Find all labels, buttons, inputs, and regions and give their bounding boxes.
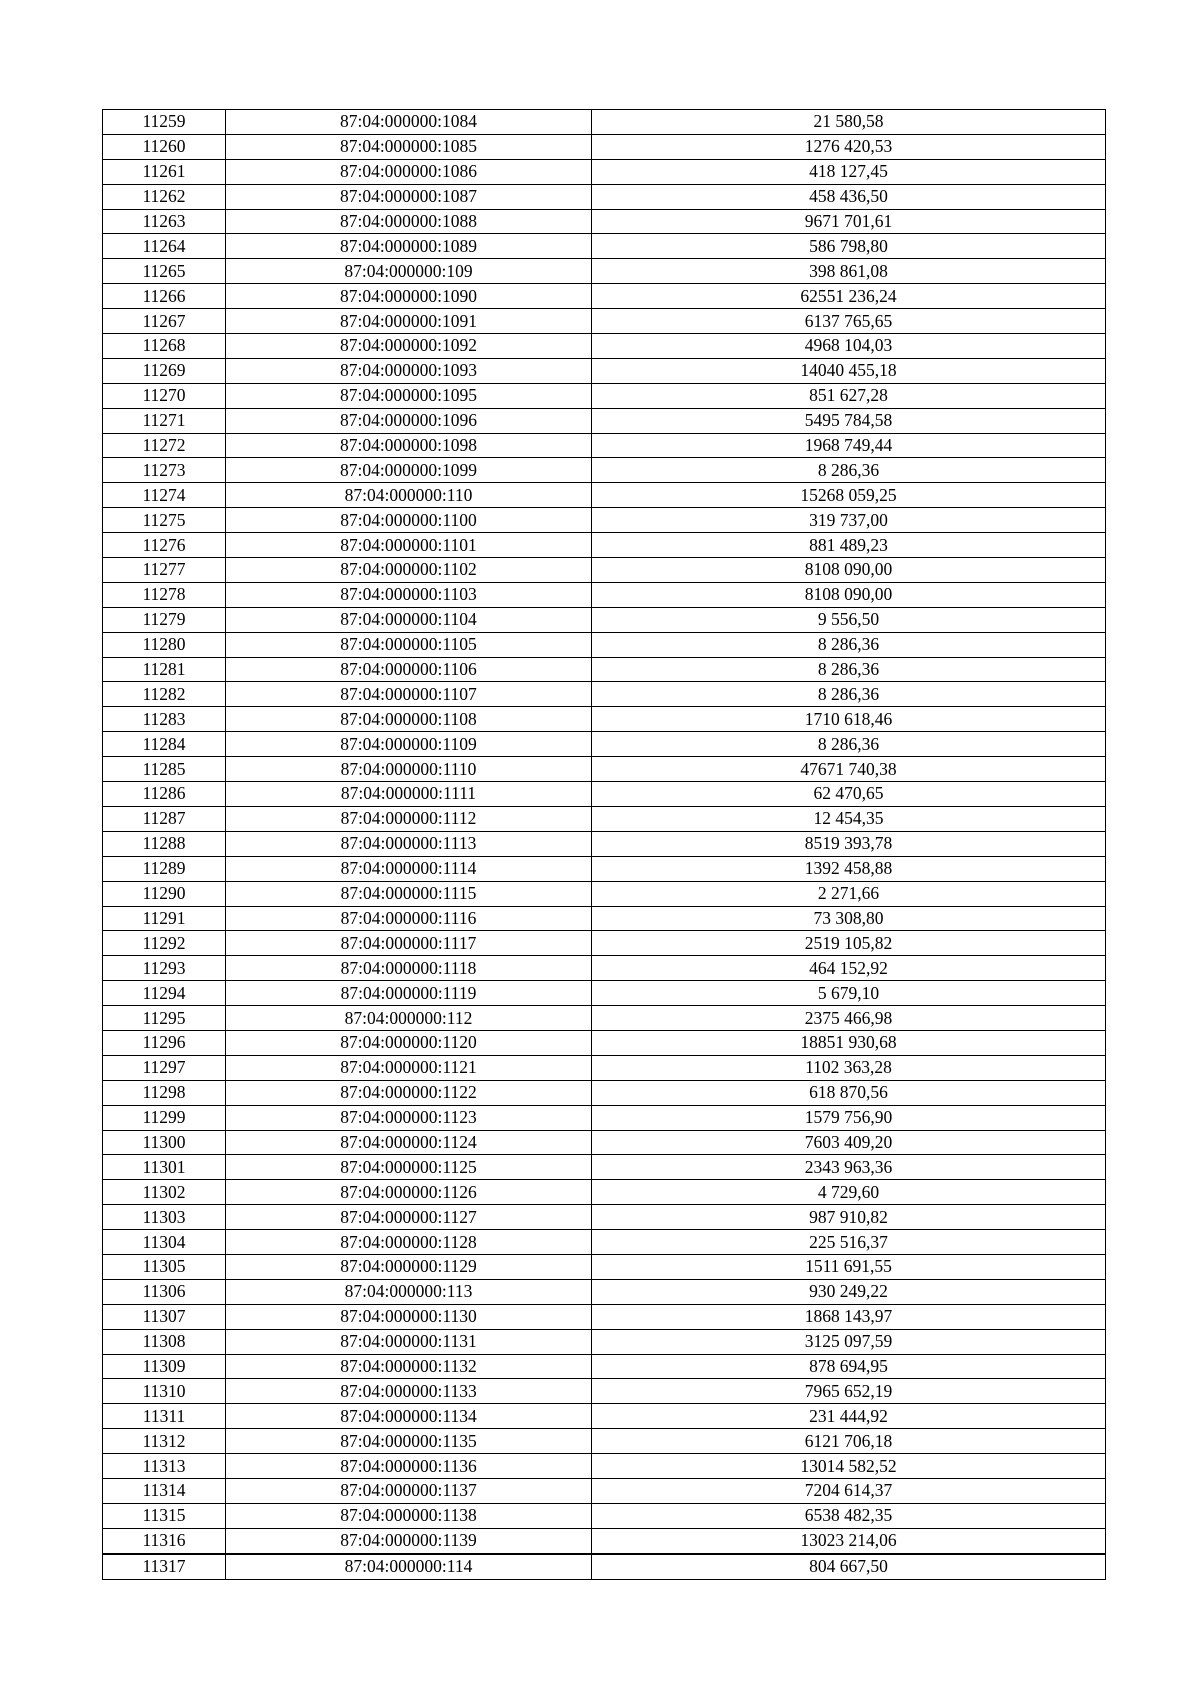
- table-row: [103, 1528, 1106, 1553]
- row-number-cell: 11295: [103, 1006, 226, 1031]
- table-row: [103, 209, 1106, 234]
- table-row: [103, 1279, 1106, 1304]
- row-number-cell: 11315: [103, 1503, 226, 1528]
- table-row: [103, 159, 1106, 184]
- row-number-cell: 11300: [103, 1130, 226, 1155]
- row-number-cell: 11281: [103, 657, 226, 682]
- cadastral-number-cell: 87:04:000000:1098: [226, 433, 592, 458]
- table-row: [103, 1055, 1106, 1080]
- row-number-cell: 11305: [103, 1254, 226, 1279]
- cadastral-number-cell: 87:04:000000:1138: [226, 1503, 592, 1528]
- table-row: [103, 1379, 1106, 1404]
- row-number-cell: 11260: [103, 134, 226, 159]
- row-number-cell: 11261: [103, 159, 226, 184]
- value-cell: 851 627,28: [592, 383, 1106, 408]
- cadastral-number-cell: 87:04:000000:1091: [226, 309, 592, 334]
- value-cell: 12 454,35: [592, 806, 1106, 831]
- cadastral-number-cell: 87:04:000000:1105: [226, 632, 592, 657]
- value-cell: 2343 963,36: [592, 1155, 1106, 1180]
- table-row: [103, 582, 1106, 607]
- row-number-cell: 11307: [103, 1304, 226, 1329]
- table-row: [103, 433, 1106, 458]
- cadastral-number-cell: 87:04:000000:1085: [226, 134, 592, 159]
- cadastral-number-cell: 87:04:000000:1123: [226, 1105, 592, 1130]
- table-row: [103, 607, 1106, 632]
- table-row: [103, 1006, 1106, 1031]
- cadastral-number-cell: 87:04:000000:109: [226, 259, 592, 284]
- row-number-cell: 11313: [103, 1454, 226, 1479]
- row-number-cell: 11288: [103, 831, 226, 856]
- table-row: [103, 483, 1106, 508]
- row-number-cell: 11285: [103, 757, 226, 782]
- table-row: [103, 234, 1106, 259]
- table-row: [103, 856, 1106, 881]
- row-number-cell: 11267: [103, 309, 226, 334]
- row-number-cell: 11271: [103, 408, 226, 433]
- table-row: [103, 931, 1106, 956]
- cadastral-number-cell: 87:04:000000:114: [226, 1554, 592, 1579]
- cadastral-number-cell: 87:04:000000:1107: [226, 682, 592, 707]
- cadastral-number-cell: 87:04:000000:1134: [226, 1404, 592, 1429]
- cadastral-number-cell: 87:04:000000:112: [226, 1006, 592, 1031]
- cadastral-number-cell: 87:04:000000:1106: [226, 657, 592, 682]
- cadastral-number-cell: 87:04:000000:1126: [226, 1180, 592, 1205]
- cadastral-number-cell: 87:04:000000:1132: [226, 1354, 592, 1379]
- table-row: [103, 831, 1106, 856]
- cadastral-number-cell: 87:04:000000:1090: [226, 284, 592, 309]
- cadastral-number-cell: 87:04:000000:1129: [226, 1254, 592, 1279]
- row-number-cell: 11279: [103, 607, 226, 632]
- cadastral-number-cell: 87:04:000000:1131: [226, 1329, 592, 1354]
- value-cell: 6538 482,35: [592, 1503, 1106, 1528]
- cadastral-number-cell: 87:04:000000:1084: [226, 110, 592, 135]
- table-row: [103, 508, 1106, 533]
- cadastral-number-cell: 87:04:000000:1104: [226, 607, 592, 632]
- table-row: [103, 1329, 1106, 1354]
- value-cell: 3125 097,59: [592, 1329, 1106, 1354]
- value-cell: 1710 618,46: [592, 707, 1106, 732]
- row-number-cell: 11310: [103, 1379, 226, 1404]
- cadastral-number-cell: 87:04:000000:1093: [226, 358, 592, 383]
- row-number-cell: 11259: [103, 110, 226, 135]
- row-number-cell: 11283: [103, 707, 226, 732]
- value-cell: 62 470,65: [592, 782, 1106, 807]
- table-row: [103, 732, 1106, 757]
- value-cell: 6137 765,65: [592, 309, 1106, 334]
- row-number-cell: 11273: [103, 458, 226, 483]
- cadastral-number-cell: 87:04:000000:1136: [226, 1454, 592, 1479]
- table-row: [103, 1454, 1106, 1479]
- cadastral-number-cell: 87:04:000000:1100: [226, 508, 592, 533]
- value-cell: 8 286,36: [592, 632, 1106, 657]
- value-cell: 47671 740,38: [592, 757, 1106, 782]
- row-number-cell: 11282: [103, 682, 226, 707]
- value-cell: 878 694,95: [592, 1354, 1106, 1379]
- table-row: [103, 981, 1106, 1006]
- row-number-cell: 11301: [103, 1155, 226, 1180]
- value-cell: 6121 706,18: [592, 1429, 1106, 1454]
- value-cell: 7965 652,19: [592, 1379, 1106, 1404]
- row-number-cell: 11272: [103, 433, 226, 458]
- value-cell: 987 910,82: [592, 1205, 1106, 1230]
- table-row: [103, 259, 1106, 284]
- table-row: [103, 1230, 1106, 1255]
- table-row: [103, 408, 1106, 433]
- table-row: [103, 1205, 1106, 1230]
- cadastral-number-cell: 87:04:000000:1130: [226, 1304, 592, 1329]
- row-number-cell: 11297: [103, 1055, 226, 1080]
- cadastral-number-cell: 87:04:000000:1128: [226, 1230, 592, 1255]
- cadastral-number-cell: 87:04:000000:1086: [226, 159, 592, 184]
- table-row: [103, 707, 1106, 732]
- cadastral-number-cell: 87:04:000000:1109: [226, 732, 592, 757]
- table-row: [103, 1503, 1106, 1528]
- table-row: [103, 1404, 1106, 1429]
- value-cell: 8 286,36: [592, 682, 1106, 707]
- value-cell: 418 127,45: [592, 159, 1106, 184]
- table-row: [103, 956, 1106, 981]
- table-row: [103, 1554, 1106, 1579]
- row-number-cell: 11268: [103, 334, 226, 359]
- cadastral-number-cell: 87:04:000000:1108: [226, 707, 592, 732]
- cadastral-number-cell: 87:04:000000:1099: [226, 458, 592, 483]
- value-cell: 7204 614,37: [592, 1478, 1106, 1503]
- row-number-cell: 11266: [103, 284, 226, 309]
- cadastral-number-cell: 87:04:000000:1095: [226, 383, 592, 408]
- value-cell: 231 444,92: [592, 1404, 1106, 1429]
- table-row: [103, 309, 1106, 334]
- value-cell: 14040 455,18: [592, 358, 1106, 383]
- table-row: [103, 632, 1106, 657]
- cadastral-number-cell: 87:04:000000:1115: [226, 881, 592, 906]
- value-cell: 8 286,36: [592, 458, 1106, 483]
- cadastral-number-cell: 87:04:000000:1092: [226, 334, 592, 359]
- table-row: [103, 184, 1106, 209]
- value-cell: 8108 090,00: [592, 558, 1106, 583]
- value-cell: 618 870,56: [592, 1080, 1106, 1105]
- value-cell: 4968 104,03: [592, 334, 1106, 359]
- row-number-cell: 11292: [103, 931, 226, 956]
- row-number-cell: 11298: [103, 1080, 226, 1105]
- row-number-cell: 11265: [103, 259, 226, 284]
- value-cell: 15268 059,25: [592, 483, 1106, 508]
- row-number-cell: 11294: [103, 981, 226, 1006]
- value-cell: 458 436,50: [592, 184, 1106, 209]
- row-number-cell: 11303: [103, 1205, 226, 1230]
- row-number-cell: 11314: [103, 1478, 226, 1503]
- table-row: [103, 1130, 1106, 1155]
- value-cell: 1392 458,88: [592, 856, 1106, 881]
- value-cell: 5 679,10: [592, 981, 1106, 1006]
- cadastral-number-cell: 87:04:000000:1120: [226, 1030, 592, 1055]
- cadastral-number-cell: 87:04:000000:1112: [226, 806, 592, 831]
- row-number-cell: 11263: [103, 209, 226, 234]
- table-row: [103, 1155, 1106, 1180]
- value-cell: 586 798,80: [592, 234, 1106, 259]
- table-row: [103, 1478, 1106, 1503]
- row-number-cell: 11275: [103, 508, 226, 533]
- value-cell: 1511 691,55: [592, 1254, 1106, 1279]
- value-cell: 7603 409,20: [592, 1130, 1106, 1155]
- table-row: [103, 334, 1106, 359]
- cadastral-number-cell: 87:04:000000:1117: [226, 931, 592, 956]
- row-number-cell: 11299: [103, 1105, 226, 1130]
- row-number-cell: 11309: [103, 1354, 226, 1379]
- value-cell: 4 729,60: [592, 1180, 1106, 1205]
- table-row: [103, 284, 1106, 309]
- table-row: [103, 1254, 1106, 1279]
- row-number-cell: 11264: [103, 234, 226, 259]
- row-number-cell: 11286: [103, 782, 226, 807]
- value-cell: 5495 784,58: [592, 408, 1106, 433]
- value-cell: 1868 143,97: [592, 1304, 1106, 1329]
- row-number-cell: 11284: [103, 732, 226, 757]
- value-cell: 804 667,50: [592, 1554, 1106, 1579]
- row-number-cell: 11277: [103, 558, 226, 583]
- value-cell: 8 286,36: [592, 657, 1106, 682]
- value-cell: 398 861,08: [592, 259, 1106, 284]
- row-number-cell: 11308: [103, 1329, 226, 1354]
- table-row: [103, 134, 1106, 159]
- table-row: [103, 682, 1106, 707]
- value-cell: 13014 582,52: [592, 1454, 1106, 1479]
- cadastral-number-cell: 87:04:000000:1125: [226, 1155, 592, 1180]
- cadastral-number-cell: 87:04:000000:1124: [226, 1130, 592, 1155]
- row-number-cell: 11276: [103, 533, 226, 558]
- cadastral-number-cell: 87:04:000000:1135: [226, 1429, 592, 1454]
- table-row: [103, 782, 1106, 807]
- row-number-cell: 11317: [103, 1554, 226, 1579]
- row-number-cell: 11316: [103, 1528, 226, 1553]
- cadastral-number-cell: 87:04:000000:1101: [226, 533, 592, 558]
- cadastral-number-cell: 87:04:000000:1113: [226, 831, 592, 856]
- cadastral-number-cell: 87:04:000000:1139: [226, 1528, 592, 1553]
- table-row: [103, 383, 1106, 408]
- value-cell: 930 249,22: [592, 1279, 1106, 1304]
- cadastral-number-cell: 87:04:000000:110: [226, 483, 592, 508]
- cadastral-number-cell: 87:04:000000:1118: [226, 956, 592, 981]
- value-cell: 8 286,36: [592, 732, 1106, 757]
- table-row: [103, 1429, 1106, 1454]
- value-cell: 62551 236,24: [592, 284, 1106, 309]
- data-table-body: [103, 110, 1106, 1580]
- value-cell: 9671 701,61: [592, 209, 1106, 234]
- value-cell: 73 308,80: [592, 906, 1106, 931]
- cadastral-number-cell: 87:04:000000:1088: [226, 209, 592, 234]
- cadastral-number-cell: 87:04:000000:1137: [226, 1478, 592, 1503]
- table-row: [103, 358, 1106, 383]
- table-row: [103, 533, 1106, 558]
- row-number-cell: 11304: [103, 1230, 226, 1255]
- value-cell: 1968 749,44: [592, 433, 1106, 458]
- cadastral-number-cell: 87:04:000000:1122: [226, 1080, 592, 1105]
- cadastral-number-cell: 87:04:000000:1103: [226, 582, 592, 607]
- cadastral-number-cell: 87:04:000000:1102: [226, 558, 592, 583]
- table-row: [103, 657, 1106, 682]
- row-number-cell: 11291: [103, 906, 226, 931]
- table-row: [103, 881, 1106, 906]
- value-cell: 18851 930,68: [592, 1030, 1106, 1055]
- row-number-cell: 11278: [103, 582, 226, 607]
- table-row: [103, 1304, 1106, 1329]
- table-row: [103, 806, 1106, 831]
- row-number-cell: 11311: [103, 1404, 226, 1429]
- cadastral-number-cell: 87:04:000000:1110: [226, 757, 592, 782]
- value-cell: 2375 466,98: [592, 1006, 1106, 1031]
- row-number-cell: 11274: [103, 483, 226, 508]
- cadastral-number-cell: 87:04:000000:1133: [226, 1379, 592, 1404]
- cadastral-number-cell: 87:04:000000:1127: [226, 1205, 592, 1230]
- table-row: [103, 1080, 1106, 1105]
- table-row: [103, 906, 1106, 931]
- row-number-cell: 11269: [103, 358, 226, 383]
- row-number-cell: 11306: [103, 1279, 226, 1304]
- table-row: [103, 1105, 1106, 1130]
- value-cell: 225 516,37: [592, 1230, 1106, 1255]
- cadastral-number-cell: 87:04:000000:1114: [226, 856, 592, 881]
- cadastral-number-cell: 87:04:000000:1096: [226, 408, 592, 433]
- cadastral-number-cell: 87:04:000000:1087: [226, 184, 592, 209]
- value-cell: 2 271,66: [592, 881, 1106, 906]
- value-cell: 464 152,92: [592, 956, 1106, 981]
- cadastral-number-cell: 87:04:000000:1121: [226, 1055, 592, 1080]
- cadastral-number-cell: 87:04:000000:1089: [226, 234, 592, 259]
- row-number-cell: 11312: [103, 1429, 226, 1454]
- value-cell: 21 580,58: [592, 110, 1106, 135]
- table-row: [103, 1180, 1106, 1205]
- cadastral-number-cell: 87:04:000000:1111: [226, 782, 592, 807]
- data-table: [102, 109, 1106, 1580]
- table-row: [103, 1354, 1106, 1379]
- table-row: [103, 757, 1106, 782]
- value-cell: 1102 363,28: [592, 1055, 1106, 1080]
- value-cell: 1579 756,90: [592, 1105, 1106, 1130]
- table-row: [103, 1030, 1106, 1055]
- row-number-cell: 11290: [103, 881, 226, 906]
- row-number-cell: 11296: [103, 1030, 226, 1055]
- value-cell: 13023 214,06: [592, 1528, 1106, 1553]
- table-row: [103, 110, 1106, 135]
- row-number-cell: 11302: [103, 1180, 226, 1205]
- value-cell: 881 489,23: [592, 533, 1106, 558]
- table-row: [103, 458, 1106, 483]
- value-cell: 9 556,50: [592, 607, 1106, 632]
- value-cell: 8519 393,78: [592, 831, 1106, 856]
- row-number-cell: 11287: [103, 806, 226, 831]
- cadastral-number-cell: 87:04:000000:1116: [226, 906, 592, 931]
- cadastral-number-cell: 87:04:000000:1119: [226, 981, 592, 1006]
- value-cell: 1276 420,53: [592, 134, 1106, 159]
- value-cell: 2519 105,82: [592, 931, 1106, 956]
- value-cell: 8108 090,00: [592, 582, 1106, 607]
- value-cell: 319 737,00: [592, 508, 1106, 533]
- row-number-cell: 11270: [103, 383, 226, 408]
- table-row: [103, 558, 1106, 583]
- row-number-cell: 11262: [103, 184, 226, 209]
- row-number-cell: 11289: [103, 856, 226, 881]
- row-number-cell: 11293: [103, 956, 226, 981]
- row-number-cell: 11280: [103, 632, 226, 657]
- cadastral-number-cell: 87:04:000000:113: [226, 1279, 592, 1304]
